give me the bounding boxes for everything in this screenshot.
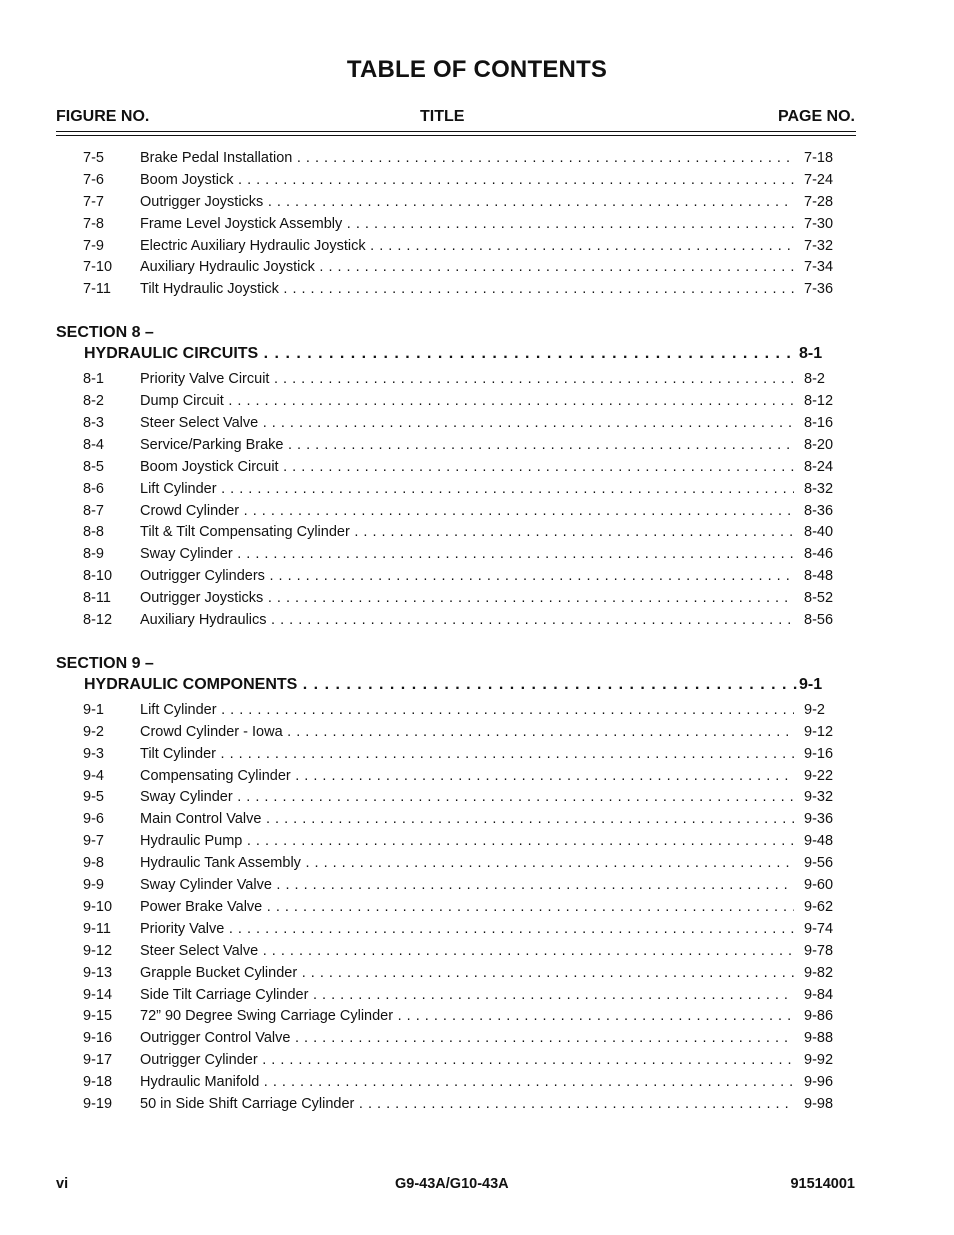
toc-entry-title: Hydraulic Manifold . . . xyxy=(140,1072,794,1094)
toc-entry-number: 9-9 xyxy=(83,877,104,894)
toc-entry-page: 9-32 xyxy=(804,789,834,806)
toc-entry-number: 9-4 xyxy=(83,767,104,784)
toc-entry-number: 9-1 xyxy=(83,701,104,718)
toc-entry-title: Brake Pedal Installation . . . xyxy=(140,148,794,170)
toc-entry-number: 8-4 xyxy=(83,436,104,453)
section9-heading[interactable] xyxy=(0,674,954,696)
toc-entry[interactable] xyxy=(0,831,954,853)
toc-entry-number: 7-6 xyxy=(83,171,104,188)
toc-entry[interactable] xyxy=(0,722,954,744)
toc-entry[interactable] xyxy=(0,544,954,566)
toc-entry-number: 7-5 xyxy=(83,150,104,166)
toc-entry-page: 7-24 xyxy=(804,171,834,188)
toc-entry-title: 50 in Side Shift Carriage Cylinder . . . xyxy=(140,1094,794,1116)
toc-entry-title: Sway Cylinder . . . xyxy=(140,787,794,809)
toc-entry-title: Sway Cylinder Valve . . . xyxy=(140,875,794,897)
toc-entry-title: Sway Cylinder . . . xyxy=(140,544,794,566)
toc-entry-number: 9-14 xyxy=(83,986,113,1003)
toc-entry-title: Side Tilt Carriage Cylinder . . . xyxy=(140,985,794,1007)
toc-entry-page: 7-36 xyxy=(804,281,834,298)
toc-entry-title: Main Control Valve . . . xyxy=(140,809,794,831)
toc-entry[interactable] xyxy=(0,853,954,875)
toc-entry[interactable] xyxy=(0,435,954,457)
toc-entry-page: 7-18 xyxy=(804,150,834,166)
toc-entry-title: Tilt Cylinder . . . xyxy=(140,744,794,766)
toc-entry-number: 9-2 xyxy=(83,723,104,740)
toc-entry-number: 9-10 xyxy=(83,898,113,915)
toc-entry-number: 9-19 xyxy=(83,1095,113,1112)
section9-label: SECTION 9 – xyxy=(56,654,154,672)
toc-entry-title: Steer Select Valve . . . xyxy=(140,413,794,435)
toc-entry-page: 9-56 xyxy=(804,855,834,872)
page-title: TABLE OF CONTENTS xyxy=(346,56,608,83)
section8-label: SECTION 8 – xyxy=(56,324,154,342)
toc-entry-page: 9-60 xyxy=(804,877,834,894)
section8-title: HYDRAULIC CIRCUITS . . . xyxy=(84,343,798,365)
toc-entry-title: Crowd Cylinder . . . xyxy=(140,501,794,523)
section8-heading[interactable] xyxy=(0,343,954,365)
toc-entry[interactable] xyxy=(0,610,954,632)
toc-entry-page: 9-2 xyxy=(804,701,825,718)
toc-entry-page: 9-88 xyxy=(804,1030,834,1047)
toc-entry-title: Priority Valve Circuit . . . xyxy=(140,369,794,391)
toc-entry[interactable] xyxy=(0,236,954,258)
footer-doc-number: 91514001 xyxy=(790,1176,855,1192)
toc-entry-title: Lift Cylinder . . . xyxy=(140,479,794,501)
toc-entry-number: 9-11 xyxy=(83,920,111,937)
toc-entry-page: 9-48 xyxy=(804,833,834,850)
toc-entry-number: 9-15 xyxy=(83,1008,113,1025)
toc-entry-page: 7-32 xyxy=(804,237,834,254)
toc-entry-title: 72” 90 Degree Swing Carriage Cylinder . . . xyxy=(140,1006,794,1028)
toc-entry-page: 8-40 xyxy=(804,524,834,541)
toc-entry[interactable] xyxy=(0,941,954,963)
toc-entry-number: 8-8 xyxy=(83,524,104,541)
toc-entry-page: 7-30 xyxy=(804,215,834,232)
toc-entry[interactable] xyxy=(0,148,954,170)
toc-entry-page: 8-20 xyxy=(804,436,834,453)
toc-entry-page: 9-84 xyxy=(804,986,834,1003)
toc-entry-page: 9-98 xyxy=(804,1095,834,1112)
toc-entry-number: 8-12 xyxy=(83,612,113,629)
toc-entry[interactable] xyxy=(0,391,954,413)
toc-body xyxy=(0,148,954,1116)
toc-entry[interactable] xyxy=(0,875,954,897)
toc-entry-title: Frame Level Joystick Assembly . . . xyxy=(140,214,794,236)
toc-entry-page: 9-86 xyxy=(804,1008,834,1025)
toc-entry[interactable] xyxy=(0,214,954,236)
toc-entry-title: Service/Parking Brake . . . xyxy=(140,435,794,457)
column-header-page: PAGE NO. xyxy=(777,108,855,125)
toc-entry-page: 8-46 xyxy=(804,546,834,563)
toc-entry[interactable] xyxy=(0,744,954,766)
toc-entry-number: 9-12 xyxy=(83,942,113,959)
section8-page: 8-1 xyxy=(799,345,823,363)
toc-entry-page: 9-22 xyxy=(804,767,834,784)
toc-entry-page: 9-92 xyxy=(804,1052,834,1069)
toc-entry-number: 8-6 xyxy=(83,480,104,497)
toc-entry[interactable] xyxy=(0,700,954,722)
header-divider-thin xyxy=(56,135,856,136)
toc-entry-title: Outrigger Cylinder . . . xyxy=(140,1050,794,1072)
column-header-title: TITLE xyxy=(420,108,465,125)
toc-entry[interactable] xyxy=(0,413,954,435)
toc-entry-page: 8-32 xyxy=(804,480,834,497)
toc-entry-number: 9-8 xyxy=(83,855,104,872)
toc-entry-number: 9-17 xyxy=(83,1052,113,1069)
toc-entry-title: Crowd Cylinder - Iowa . . . xyxy=(140,722,794,744)
toc-entry-title: Hydraulic Pump . . . xyxy=(140,831,794,853)
toc-entry-title: Auxiliary Hydraulic Joystick . . . xyxy=(140,257,794,279)
toc-entry[interactable] xyxy=(0,1094,954,1116)
toc-entry[interactable] xyxy=(0,279,954,301)
toc-entry-number: 9-3 xyxy=(83,745,104,762)
toc-entry-number: 9-6 xyxy=(83,811,104,828)
toc-entry-title: Auxiliary Hydraulics . . . xyxy=(140,610,794,632)
toc-entry-page: 8-2 xyxy=(804,371,825,388)
toc-entry-page: 9-12 xyxy=(804,723,834,740)
toc-entry-title: Boom Joystick Circuit . . . xyxy=(140,457,794,479)
toc-entry[interactable] xyxy=(0,985,954,1007)
toc-entry[interactable] xyxy=(0,588,954,610)
footer-page-number: vi xyxy=(56,1176,69,1192)
toc-entry-title: Outrigger Joysticks . . . xyxy=(140,192,794,214)
toc-entry[interactable] xyxy=(0,257,954,279)
toc-entry[interactable] xyxy=(0,919,954,941)
toc-entry-number: 8-7 xyxy=(83,502,104,519)
toc-entry-page: 9-74 xyxy=(804,920,834,937)
toc-entry-number: 8-9 xyxy=(83,546,104,563)
toc-entry[interactable] xyxy=(0,963,954,985)
toc-entry[interactable] xyxy=(0,522,954,544)
toc-entry-title: Priority Valve . . . xyxy=(140,919,794,941)
toc-entry-title: Outrigger Joysticks . . . xyxy=(140,588,794,610)
toc-entry-number: 8-10 xyxy=(83,568,113,585)
section9-page: 9-1 xyxy=(799,675,823,693)
toc-entry-page: 7-34 xyxy=(804,259,834,276)
toc-entry-page: 8-56 xyxy=(804,612,834,629)
toc-entry-page: 9-96 xyxy=(804,1074,834,1091)
toc-entry-number: 7-7 xyxy=(83,193,104,210)
toc-entry-title: Electric Auxiliary Hydraulic Joystick . . . xyxy=(140,236,794,258)
toc-entry-page: 9-78 xyxy=(804,942,834,959)
toc-entry-number: 9-7 xyxy=(83,833,104,850)
toc-entry-title: Lift Cylinder . . . xyxy=(140,700,794,722)
toc-entry-title: Power Brake Valve . . . xyxy=(140,897,794,919)
toc-entry[interactable] xyxy=(0,457,954,479)
toc-entry-number: 7-10 xyxy=(83,259,113,276)
toc-entry[interactable] xyxy=(0,1028,954,1050)
column-header-figure: FIGURE NO. xyxy=(56,108,150,125)
toc-entry-page: 8-12 xyxy=(804,393,834,410)
toc-entry-title: Outrigger Cylinders . . . xyxy=(140,566,794,588)
toc-entry[interactable] xyxy=(0,897,954,919)
toc-entry-page: 8-36 xyxy=(804,502,834,519)
toc-entry[interactable] xyxy=(0,192,954,214)
toc-entry-number: 8-11 xyxy=(83,590,111,607)
toc-entry-page: 9-62 xyxy=(804,898,834,915)
toc-entry-number: 9-5 xyxy=(83,789,104,806)
toc-entry[interactable] xyxy=(0,501,954,523)
toc-entry[interactable] xyxy=(0,787,954,809)
toc-entry-page: 8-24 xyxy=(804,458,834,475)
toc-entry-title: Compensating Cylinder . . . xyxy=(140,766,794,788)
toc-entry-number: 8-3 xyxy=(83,415,104,432)
toc-entry[interactable] xyxy=(0,479,954,501)
toc-entry-title: Grapple Bucket Cylinder . . . xyxy=(140,963,794,985)
toc-entry-number: 8-1 xyxy=(83,371,104,388)
toc-entry-number: 7-9 xyxy=(83,237,104,254)
toc-entry-page: 9-16 xyxy=(804,745,834,762)
toc-entry-page: 9-82 xyxy=(804,964,834,981)
toc-entry[interactable] xyxy=(0,566,954,588)
toc-entry-page: 8-48 xyxy=(804,568,834,585)
toc-entry-title: Steer Select Valve . . . xyxy=(140,941,794,963)
toc-entry-number: 7-11 xyxy=(83,281,111,298)
toc-entry-number: 9-13 xyxy=(83,964,113,981)
toc-entry-number: 9-18 xyxy=(83,1074,113,1091)
toc-entry-number: 9-16 xyxy=(83,1030,113,1047)
toc-entry-number: 7-8 xyxy=(83,215,104,232)
toc-entry-number: 8-5 xyxy=(83,458,104,475)
toc-entry-page: 8-16 xyxy=(804,415,834,432)
toc-entry-number: 8-2 xyxy=(83,393,104,410)
toc-entry[interactable] xyxy=(0,809,954,831)
toc-entry[interactable] xyxy=(0,766,954,788)
toc-entry-page: 8-52 xyxy=(804,590,834,607)
section9-list xyxy=(0,700,954,1116)
section7-list xyxy=(0,148,954,301)
toc-entry[interactable] xyxy=(0,1050,954,1072)
toc-entry-title: Hydraulic Tank Assembly . . . xyxy=(140,853,794,875)
toc-entry-title: Outrigger Control Valve . . . xyxy=(140,1028,794,1050)
section9-title: HYDRAULIC COMPONENTS . . . xyxy=(84,674,798,696)
toc-entry-title: Tilt & Tilt Compensating Cylinder . . . xyxy=(140,522,794,544)
toc-entry-page: 7-28 xyxy=(804,193,834,210)
toc-entry-page: 9-36 xyxy=(804,811,834,828)
toc-entry-title: Tilt Hydraulic Joystick . . . xyxy=(140,279,794,301)
toc-entry[interactable] xyxy=(0,369,954,391)
toc-entry[interactable] xyxy=(0,170,954,192)
toc-entry[interactable] xyxy=(0,1006,954,1028)
header-divider xyxy=(56,131,856,132)
footer-model: G9-43A/G10-43A xyxy=(395,1176,509,1192)
toc-entry[interactable] xyxy=(0,1072,954,1094)
toc-entry-title: Dump Circuit . . . xyxy=(140,391,794,413)
section8-list xyxy=(0,369,954,632)
toc-entry-title: Boom Joystick . . . xyxy=(140,170,794,192)
